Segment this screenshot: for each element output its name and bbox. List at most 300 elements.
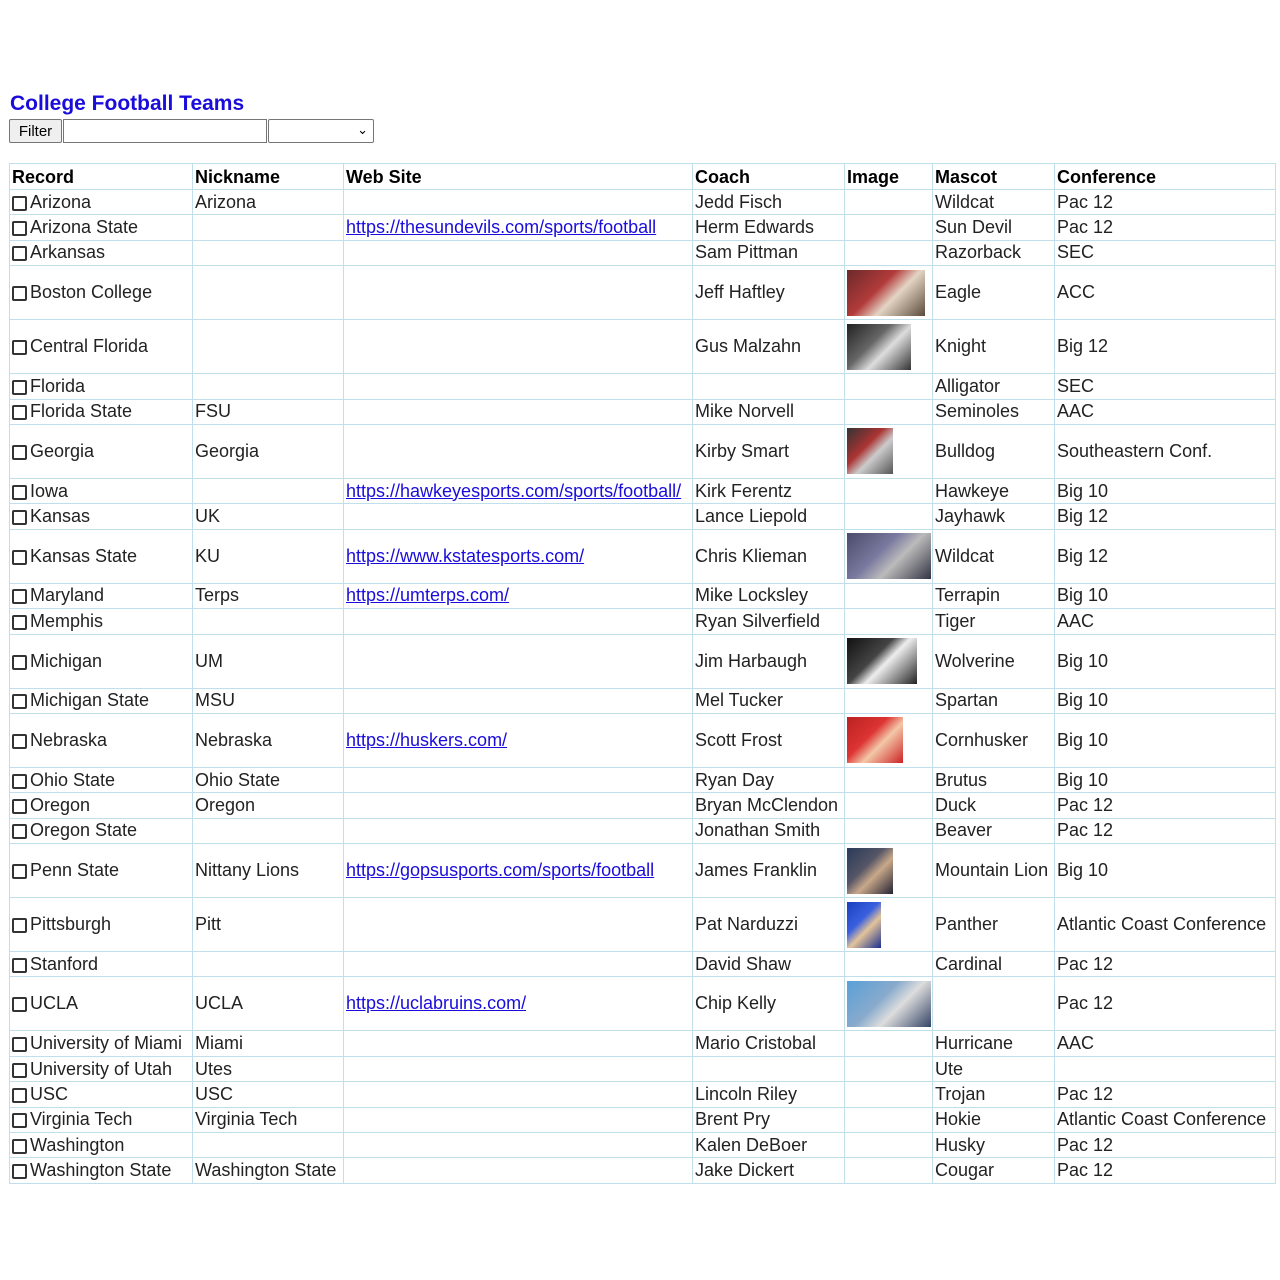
coach-photo — [847, 981, 931, 1027]
cell-image — [845, 898, 933, 952]
table-row — [10, 1133, 1276, 1158]
conference-text: Pac 12 — [1057, 1083, 1114, 1104]
coach-text: Lance Liepold — [695, 506, 808, 527]
table-row — [10, 529, 1276, 583]
table-row — [10, 793, 1276, 818]
cell-nickname — [193, 374, 344, 399]
record-name: USC — [30, 1083, 69, 1104]
cell-conference — [1055, 1158, 1276, 1183]
cell-website — [344, 1158, 693, 1183]
row-checkbox[interactable] — [12, 589, 27, 604]
cell-website — [344, 793, 693, 818]
cell-conference — [1055, 818, 1276, 843]
cell-coach — [693, 504, 845, 529]
cell-record — [10, 1056, 193, 1081]
cell-coach — [693, 215, 845, 240]
cell-record — [10, 793, 193, 818]
coach-photo — [847, 902, 881, 948]
table-row — [10, 1158, 1276, 1183]
row-checkbox[interactable] — [12, 286, 27, 301]
cell-website — [344, 399, 693, 424]
table-row — [10, 713, 1276, 767]
cell-nickname — [193, 713, 344, 767]
cell-nickname — [193, 215, 344, 240]
website-link[interactable]: https://umterps.com/ — [346, 585, 510, 606]
nickname-text: UK — [195, 506, 221, 527]
mascot-text: Knight — [935, 336, 987, 357]
cell-record — [10, 1031, 193, 1056]
row-checkbox[interactable] — [12, 405, 27, 420]
cell-website — [344, 688, 693, 713]
column-header-record[interactable]: Record — [10, 164, 193, 190]
cell-coach — [693, 240, 845, 265]
table-row — [10, 240, 1276, 265]
cell-image — [845, 1107, 933, 1132]
filter-select[interactable] — [268, 119, 374, 143]
cell-mascot — [933, 688, 1055, 713]
record-name: Memphis — [30, 610, 104, 631]
website-link[interactable]: https://uclabruins.com/ — [346, 993, 527, 1014]
column-header-nickname[interactable]: Nickname — [193, 164, 344, 190]
row-checkbox[interactable] — [12, 196, 27, 211]
row-checkbox[interactable] — [12, 864, 27, 879]
coach-text: Mario Cristobal — [695, 1033, 817, 1054]
cell-image — [845, 529, 933, 583]
cell-record — [10, 688, 193, 713]
conference-text: SEC — [1057, 375, 1095, 396]
table-row — [10, 1031, 1276, 1056]
cell-coach — [693, 634, 845, 688]
cell-record — [10, 1082, 193, 1107]
cell-mascot — [933, 713, 1055, 767]
cell-nickname — [193, 240, 344, 265]
cell-coach — [693, 844, 845, 898]
row-checkbox[interactable] — [12, 615, 27, 630]
coach-text: Scott Frost — [695, 729, 783, 750]
record-name: Virginia Tech — [30, 1109, 133, 1130]
record-name: Washington State — [30, 1160, 172, 1181]
cell-website — [344, 1056, 693, 1081]
nickname-text: Miami — [195, 1033, 243, 1054]
row-checkbox[interactable] — [12, 1088, 27, 1103]
table-row — [10, 583, 1276, 608]
cell-record — [10, 374, 193, 399]
coach-photo — [847, 848, 893, 894]
cell-nickname — [193, 399, 344, 424]
column-header-image[interactable]: Image — [845, 164, 933, 190]
cell-image — [845, 793, 933, 818]
conference-text: Pac 12 — [1057, 953, 1114, 974]
cell-nickname — [193, 688, 344, 713]
mascot-text: Cardinal — [935, 953, 1003, 974]
conference-text: Southeastern Conf. — [1057, 440, 1213, 461]
website-link[interactable]: https://gopsusports.com/sports/football — [346, 860, 655, 881]
cell-coach — [693, 818, 845, 843]
cell-coach — [693, 898, 845, 952]
cell-mascot — [933, 767, 1055, 792]
cell-nickname — [193, 818, 344, 843]
cell-mascot — [933, 818, 1055, 843]
cell-conference — [1055, 399, 1276, 424]
mascot-text: Alligator — [935, 375, 1001, 396]
mascot-text: Wolverine — [935, 650, 1015, 671]
cell-website — [344, 320, 693, 374]
record-name: Kansas State — [30, 545, 138, 566]
record-name: Florida — [30, 375, 86, 396]
coach-text: James Franklin — [695, 860, 818, 881]
column-header-conference[interactable]: Conference — [1055, 164, 1276, 190]
cell-website — [344, 977, 693, 1031]
cell-record — [10, 844, 193, 898]
cell-website — [344, 1082, 693, 1107]
cell-website — [344, 634, 693, 688]
table-row — [10, 609, 1276, 634]
cell-nickname — [193, 478, 344, 503]
cell-conference — [1055, 320, 1276, 374]
cell-image — [845, 215, 933, 240]
row-checkbox[interactable] — [12, 694, 27, 709]
coach-text: Mike Locksley — [695, 585, 809, 606]
cell-record — [10, 529, 193, 583]
row-checkbox[interactable] — [12, 340, 27, 355]
conference-text: Big 12 — [1057, 336, 1109, 357]
record-name: Kansas — [30, 506, 91, 527]
cell-conference — [1055, 266, 1276, 320]
mascot-text: Eagle — [935, 282, 982, 303]
cell-mascot — [933, 424, 1055, 478]
record-name: Penn State — [30, 860, 120, 881]
mascot-text: Hokie — [935, 1109, 982, 1130]
cell-record — [10, 1107, 193, 1132]
coach-text: Jake Dickert — [695, 1160, 795, 1181]
table-row — [10, 424, 1276, 478]
page-title: College Football Teams — [10, 92, 245, 115]
cell-image — [845, 1158, 933, 1183]
row-checkbox[interactable] — [12, 380, 27, 395]
cell-coach — [693, 266, 845, 320]
cell-nickname — [193, 320, 344, 374]
cell-nickname — [193, 634, 344, 688]
conference-text: Pac 12 — [1057, 820, 1114, 841]
record-name: Nebraska — [30, 729, 108, 750]
nickname-text: Nittany Lions — [195, 860, 300, 881]
cell-mascot — [933, 190, 1055, 215]
cell-coach — [693, 424, 845, 478]
cell-image — [845, 1133, 933, 1158]
row-checkbox[interactable] — [12, 221, 27, 236]
table-row — [10, 320, 1276, 374]
cell-mascot — [933, 504, 1055, 529]
conference-text: Atlantic Coast Conference — [1057, 914, 1267, 935]
record-name: Arizona — [30, 191, 92, 212]
nickname-text: Oregon — [195, 794, 256, 815]
cell-coach — [693, 977, 845, 1031]
table-row — [10, 634, 1276, 688]
cell-nickname — [193, 190, 344, 215]
conference-text: AAC — [1057, 401, 1095, 422]
cell-conference — [1055, 1107, 1276, 1132]
cell-coach — [693, 374, 845, 399]
table-row — [10, 1056, 1276, 1081]
cell-nickname — [193, 1107, 344, 1132]
column-header-mascot[interactable]: Mascot — [933, 164, 1055, 190]
cell-conference — [1055, 898, 1276, 952]
record-name: Florida State — [30, 401, 133, 422]
conference-text: Pac 12 — [1057, 217, 1114, 238]
record-name: Georgia — [30, 440, 95, 461]
conference-text: ACC — [1057, 282, 1096, 303]
conference-text: Big 10 — [1057, 860, 1109, 881]
filter-input[interactable] — [63, 119, 267, 143]
cell-record — [10, 977, 193, 1031]
cell-conference — [1055, 240, 1276, 265]
cell-website — [344, 266, 693, 320]
cell-image — [845, 320, 933, 374]
coach-text: Herm Edwards — [695, 217, 815, 238]
cell-website — [344, 844, 693, 898]
cell-record — [10, 215, 193, 240]
conference-text: SEC — [1057, 242, 1095, 263]
coach-text: Jedd Fisch — [695, 191, 783, 212]
cell-nickname — [193, 1031, 344, 1056]
cell-nickname — [193, 1082, 344, 1107]
row-checkbox[interactable] — [12, 1113, 27, 1128]
nickname-text: UCLA — [195, 993, 244, 1014]
conference-text: Big 10 — [1057, 650, 1109, 671]
coach-photo — [847, 270, 925, 316]
website-link[interactable]: https://www.kstatesports.com/ — [346, 545, 585, 566]
cell-mascot — [933, 1056, 1055, 1081]
website-link[interactable]: https://hawkeyesports.com/sports/football/ — [346, 480, 682, 501]
conference-text: Big 12 — [1057, 506, 1109, 527]
nickname-text: FSU — [195, 401, 231, 422]
coach-text: Kirby Smart — [695, 440, 790, 461]
cell-conference — [1055, 713, 1276, 767]
coach-photo — [847, 533, 931, 579]
nickname-text: Terps — [195, 585, 240, 606]
record-name: Boston College — [30, 282, 153, 303]
cell-image — [845, 374, 933, 399]
cell-coach — [693, 1056, 845, 1081]
cell-record — [10, 1158, 193, 1183]
row-checkbox[interactable] — [12, 550, 27, 565]
mascot-text: Mountain Lion — [935, 860, 1049, 881]
mascot-text: Panther — [935, 914, 999, 935]
coach-text: Sam Pittman — [695, 242, 799, 263]
row-checkbox[interactable] — [12, 1164, 27, 1179]
record-name: Arkansas — [30, 242, 106, 263]
cell-nickname — [193, 609, 344, 634]
row-checkbox[interactable] — [12, 485, 27, 500]
cell-image — [845, 767, 933, 792]
cell-website — [344, 818, 693, 843]
cell-mascot — [933, 952, 1055, 977]
coach-text: Kirk Ferentz — [695, 480, 793, 501]
row-checkbox[interactable] — [12, 918, 27, 933]
filter-toolbar — [9, 119, 374, 143]
row-checkbox[interactable] — [12, 799, 27, 814]
mascot-text: Cougar — [935, 1160, 995, 1181]
cell-record — [10, 767, 193, 792]
cell-nickname — [193, 952, 344, 977]
cell-conference — [1055, 634, 1276, 688]
cell-image — [845, 478, 933, 503]
record-name: Michigan — [30, 650, 103, 671]
cell-record — [10, 424, 193, 478]
cell-image — [845, 1031, 933, 1056]
coach-text: Gus Malzahn — [695, 336, 802, 357]
coach-photo — [847, 717, 903, 763]
cell-mascot — [933, 844, 1055, 898]
table-header-row — [10, 164, 1276, 190]
coach-text: Ryan Silverfield — [695, 610, 821, 631]
record-name: Iowa — [30, 480, 69, 501]
cell-conference — [1055, 424, 1276, 478]
coach-photo — [847, 428, 893, 474]
nickname-text: Pitt — [195, 914, 222, 935]
filter-button[interactable]: Filter — [9, 119, 62, 143]
conference-text: Big 10 — [1057, 585, 1109, 606]
coach-text: David Shaw — [695, 953, 792, 974]
nickname-text: Arizona — [195, 191, 257, 212]
website-link[interactable]: https://huskers.com/ — [346, 729, 508, 750]
cell-record — [10, 818, 193, 843]
record-name: Arizona State — [30, 217, 139, 238]
cell-coach — [693, 190, 845, 215]
cell-record — [10, 634, 193, 688]
mascot-text: Beaver — [935, 820, 993, 841]
cell-image — [845, 977, 933, 1031]
cell-mascot — [933, 374, 1055, 399]
website-link[interactable]: https://thesundevils.com/sports/football — [346, 217, 657, 238]
cell-conference — [1055, 1133, 1276, 1158]
cell-record — [10, 583, 193, 608]
conference-text: Pac 12 — [1057, 191, 1114, 212]
cell-nickname — [193, 1056, 344, 1081]
cell-coach — [693, 609, 845, 634]
cell-mascot — [933, 1031, 1055, 1056]
coach-text: Mike Norvell — [695, 401, 795, 422]
row-checkbox[interactable] — [12, 1139, 27, 1154]
table-row — [10, 688, 1276, 713]
mascot-text: Tiger — [935, 610, 976, 631]
cell-image — [845, 818, 933, 843]
mascot-text: Duck — [935, 794, 977, 815]
cell-website — [344, 1031, 693, 1056]
cell-conference — [1055, 1031, 1276, 1056]
cell-image — [845, 609, 933, 634]
record-name: Maryland — [30, 585, 105, 606]
mascot-text: Ute — [935, 1058, 964, 1079]
cell-conference — [1055, 793, 1276, 818]
record-name: University of Utah — [30, 1058, 173, 1079]
conference-text: Big 10 — [1057, 480, 1109, 501]
conference-text: Big 10 — [1057, 769, 1109, 790]
cell-image — [845, 1082, 933, 1107]
nickname-text: USC — [195, 1083, 234, 1104]
cell-coach — [693, 529, 845, 583]
cell-mascot — [933, 215, 1055, 240]
cell-conference — [1055, 190, 1276, 215]
cell-nickname — [193, 844, 344, 898]
row-checkbox[interactable] — [12, 774, 27, 789]
table-row — [10, 374, 1276, 399]
cell-conference — [1055, 952, 1276, 977]
conference-text: AAC — [1057, 610, 1095, 631]
cell-image — [845, 583, 933, 608]
cell-mascot — [933, 1158, 1055, 1183]
table-row — [10, 844, 1276, 898]
conference-text: Big 10 — [1057, 729, 1109, 750]
record-name: Ohio State — [30, 769, 116, 790]
conference-text: Atlantic Coast Conference — [1057, 1109, 1267, 1130]
cell-mascot — [933, 478, 1055, 503]
table-row — [10, 977, 1276, 1031]
cell-coach — [693, 1107, 845, 1132]
cell-mascot — [933, 1107, 1055, 1132]
cell-conference — [1055, 844, 1276, 898]
row-checkbox[interactable] — [12, 997, 27, 1012]
table-row — [10, 504, 1276, 529]
row-checkbox[interactable] — [12, 510, 27, 525]
mascot-text: Wildcat — [935, 191, 995, 212]
row-checkbox[interactable] — [12, 824, 27, 839]
cell-image — [845, 240, 933, 265]
cell-website — [344, 190, 693, 215]
coach-text: Kalen DeBoer — [695, 1134, 808, 1155]
cell-image — [845, 190, 933, 215]
cell-conference — [1055, 215, 1276, 240]
row-checkbox[interactable] — [12, 734, 27, 749]
cell-record — [10, 609, 193, 634]
mascot-text: Hawkeye — [935, 480, 1010, 501]
mascot-text: Cornhusker — [935, 729, 1029, 750]
cell-mascot — [933, 793, 1055, 818]
cell-nickname — [193, 583, 344, 608]
row-checkbox[interactable] — [12, 958, 27, 973]
cell-mascot — [933, 609, 1055, 634]
row-checkbox[interactable] — [12, 445, 27, 460]
cell-record — [10, 713, 193, 767]
coach-text: Chip Kelly — [695, 993, 777, 1014]
cell-record — [10, 399, 193, 424]
cell-coach — [693, 1133, 845, 1158]
column-header-coach[interactable]: Coach — [693, 164, 845, 190]
mascot-text: Bulldog — [935, 440, 996, 461]
row-checkbox[interactable] — [12, 1063, 27, 1078]
row-checkbox[interactable] — [12, 1037, 27, 1052]
cell-mascot — [933, 266, 1055, 320]
cell-record — [10, 190, 193, 215]
column-header-website[interactable]: Web Site — [344, 164, 693, 190]
cell-image — [845, 634, 933, 688]
mascot-text: Hurricane — [935, 1033, 1014, 1054]
cell-conference — [1055, 688, 1276, 713]
row-checkbox[interactable] — [12, 246, 27, 261]
cell-website — [344, 1133, 693, 1158]
cell-conference — [1055, 609, 1276, 634]
record-name: Central Florida — [30, 336, 149, 357]
row-checkbox[interactable] — [12, 655, 27, 670]
cell-mascot — [933, 1133, 1055, 1158]
cell-coach — [693, 1158, 845, 1183]
record-name: Oregon — [30, 794, 91, 815]
cell-website — [344, 713, 693, 767]
cell-nickname — [193, 266, 344, 320]
mascot-text: Spartan — [935, 690, 999, 711]
coach-text: Chris Klieman — [695, 545, 808, 566]
cell-conference — [1055, 977, 1276, 1031]
